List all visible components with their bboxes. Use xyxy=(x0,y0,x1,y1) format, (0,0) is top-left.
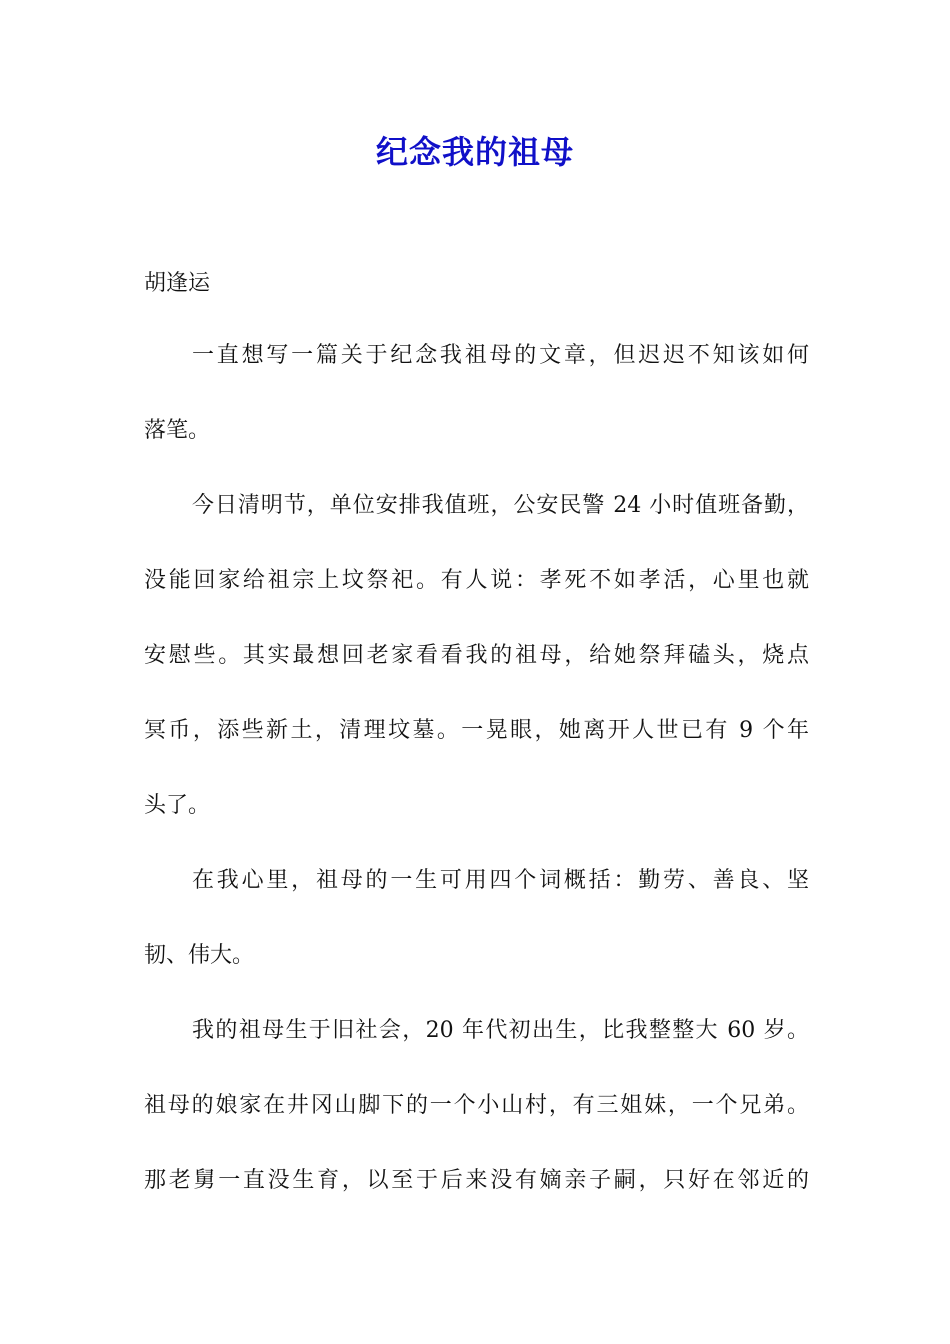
text-line-3: 今日清明节，单位安排我值班，公安民警 24 小时值班备勤， xyxy=(192,493,809,518)
text-line-12: 那老舅一直没生育，以至于后来没有嫡亲子嗣，只好在邻近的 xyxy=(144,1168,809,1193)
text-line-9: 韧、伟大。 xyxy=(144,943,255,968)
text-line-6: 冥币，添些新土，清理坟墓。一晃眼，她离开人世已有 9 个年 xyxy=(144,718,809,743)
text-line-5: 安慰些。其实最想回老家看看我的祖母，给她祭拜磕头，烧点 xyxy=(144,643,809,668)
article-body xyxy=(144,338,809,1238)
author-name: 胡逢运 xyxy=(144,271,211,296)
text-line-10: 我的祖母生于旧社会，20 年代初出生，比我整整大 60 岁。 xyxy=(192,1018,809,1043)
text-line-2: 落笔。 xyxy=(144,418,211,443)
text-line-1: 一直想写一篇关于纪念我祖母的文章，但迟迟不知该如何 xyxy=(192,343,809,368)
text-line-11: 祖母的娘家在井冈山脚下的一个小山村，有三姐妹，一个兄弟。 xyxy=(144,1093,809,1118)
text-line-7: 头了。 xyxy=(144,793,211,818)
text-line-8: 在我心里，祖母的一生可用四个词概括：勤劳、善良、坚 xyxy=(192,868,809,893)
text-line-4: 没能回家给祖宗上坟祭祀。有人说：孝死不如孝活，心里也就 xyxy=(144,568,809,593)
page-title: 纪念我的祖母 xyxy=(375,133,574,171)
